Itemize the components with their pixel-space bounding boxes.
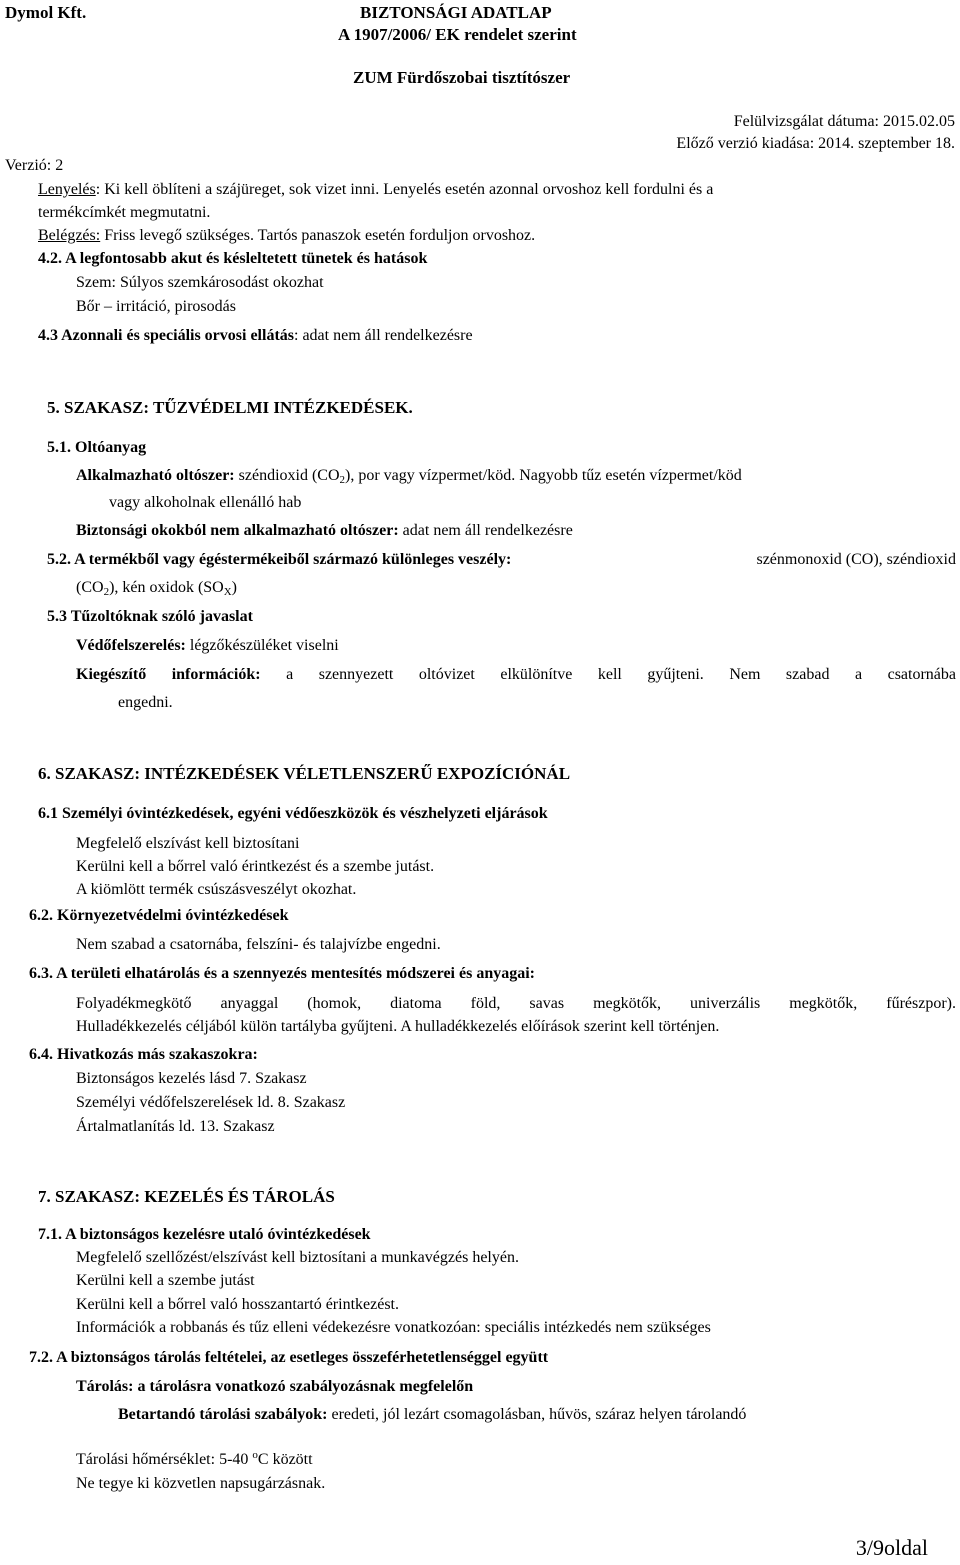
unsuitable-extinguisher-line xyxy=(76,522,573,540)
ppe-line xyxy=(76,637,339,655)
document-title: BIZTONSÁGI ADATLAP xyxy=(360,3,552,22)
section-6-1-line: A kiömlött termék csúszásveszélyt okozhat. xyxy=(76,881,357,898)
extra-info-label: Kiegészítő információk: xyxy=(76,666,261,683)
section-7-2-title: 7.2. A biztonságos tárolás feltételei, az esetleges összeférhetetlenséggel együtt xyxy=(29,1349,549,1366)
section-7-1-line: Információk a robbanás és tűz elleni védekezésre vonatkozóan: speciális intézkedés nem szükséges xyxy=(76,1319,711,1336)
co2-subscript: 2 xyxy=(339,474,346,486)
suitable-extinguisher-text: széndioxid (CO xyxy=(234,467,340,484)
ppe-label: Védőfelszerelés: xyxy=(76,637,186,654)
storage-temperature xyxy=(76,1451,313,1469)
section-6-4-line: Ártalmatlanítás ld. 13. Szakasz xyxy=(76,1118,275,1135)
storage-label: Tárolás: a tárolásra vonatkozó szabályozásnak megfelelőn xyxy=(76,1378,474,1395)
suitable-extinguisher-text-b: ), por vagy vízpermet/köd. xyxy=(345,467,516,484)
storage-rules-line xyxy=(118,1406,746,1424)
revision-date: Felülvizsgálat dátuma: 2015.02.05 xyxy=(733,113,955,130)
section-6-3-line-2: Hulladékkezelés céljából külön tartályba gyűjteni. A hulladékkezelés előírások szerint kell történjen. xyxy=(76,1018,720,1035)
section-4-3-title: 4.3 Azonnali és speciális orvosi ellátás xyxy=(38,327,294,344)
ingestion-line xyxy=(38,181,713,199)
section-6-3-line-1: Folyadékmegkötő anyaggal (homok, diatoma föld, savas megkötők, univerzális megkötők, fűrészpor). xyxy=(76,995,956,1012)
extra-info-text: a szennyezett oltóvizet elkülönítve kell gyűjteni. Nem szabad a csatornába xyxy=(260,666,957,683)
ingestion-text: : Ki kell öblíteni a szájüreget, sok vizet inni. Lenyelés esetén azonnal orvoshoz kell fordulni és a xyxy=(95,181,714,198)
suitable-extinguisher-label: Alkalmazható oltószer: xyxy=(76,467,235,484)
section-7-1-line: Megfelelő szellőzést/elszívást kell biztosítani a munkavégzés helyén. xyxy=(76,1249,519,1266)
suitable-extinguisher-text-c: Nagyobb tűz esetén vízpermet/köd xyxy=(515,467,742,484)
sunlight-warning: Ne tegye ki közvetlen napsugárzásnak. xyxy=(76,1475,326,1492)
section-7-1-line: Kerülni kell a bőrrel való hosszantartó érintkezést. xyxy=(76,1296,399,1313)
section-7-1-title: 7.1. A biztonságos kezelésre utaló óvintézkedések xyxy=(38,1226,371,1243)
unsuitable-extinguisher-text: adat nem áll rendelkezésre xyxy=(398,522,573,539)
suitable-extinguisher-line-2: vagy alkoholnak ellenálló hab xyxy=(109,494,302,511)
co2-text: (CO xyxy=(76,579,104,596)
section-5-2-line-2 xyxy=(76,579,237,597)
inhalation-line xyxy=(38,227,535,245)
section-5-2-line xyxy=(47,551,956,569)
unsuitable-extinguisher-label: Biztonsági okokból nem alkalmazható oltószer: xyxy=(76,522,399,539)
section-6-3-title: 6.3. A területi elhatárolás és a szennyezés mentesítés módszerei és anyagai: xyxy=(29,965,535,982)
section-4-2-title: 4.2. A legfontosabb akut és késleltetett tünetek és hatások xyxy=(38,250,428,267)
section-7-title: 7. SZAKASZ: KEZELÉS ÉS TÁROLÁS xyxy=(38,1187,335,1206)
section-4-3 xyxy=(38,327,473,345)
section-6-1-title: 6.1 Személyi óvintézkedések, egyéni védőeszközök és vészhelyzeti eljárások xyxy=(38,805,548,822)
section-6-1-line: Megfelelő elszívást kell biztosítani xyxy=(76,835,300,852)
extra-info-line-2: engedni. xyxy=(118,694,173,711)
section-4-3-text: : adat nem áll rendelkezésre xyxy=(294,327,473,344)
symptom-eye: Szem: Súlyos szemkárosodást okozhat xyxy=(76,274,324,291)
regulation-reference: A 1907/2006/ EK rendelet szerint xyxy=(338,25,577,44)
storage-rules-text: eredeti, jól lezárt csomagolásban, hűvös, száraz helyen tárolandó xyxy=(327,1406,747,1423)
section-6-2-text: Nem szabad a csatornába, felszíni- és talajvízbe engedni. xyxy=(76,936,441,953)
section-5-2-title: 5.2. A termékből vagy égéstermékeiből származó különleges veszély: xyxy=(47,551,512,568)
product-name: ZUM Fürdőszobai tisztítószer xyxy=(353,68,571,87)
sox-text: ), kén oxidok (SO xyxy=(109,579,224,596)
section-7-1-line: Kerülni kell a szembe jutást xyxy=(76,1272,255,1289)
section-6-4-title: 6.4. Hivatkozás más szakaszokra: xyxy=(29,1046,258,1063)
section-5-2-text: szénmonoxid (CO), széndioxid xyxy=(756,551,956,568)
inhalation-label: Belégzés: xyxy=(38,227,101,244)
page-number: 3/9oldal xyxy=(855,1535,928,1560)
version-label: Verzió: 2 xyxy=(5,157,64,174)
symptom-skin: Bőr – irritáció, pirosodás xyxy=(76,298,236,315)
degree-superscript: o xyxy=(252,1449,258,1461)
sox-close: ) xyxy=(231,579,237,596)
ingestion-line-2: termékcímkét megmutatni. xyxy=(38,204,211,221)
section-6-1-line: Kerülni kell a bőrrel való érintkezést és a szembe jutást. xyxy=(76,858,435,875)
storage-temperature-unit: C között xyxy=(257,1451,313,1468)
section-5-title: 5. SZAKASZ: TŰZVÉDELMI INTÉZKEDÉSEK. xyxy=(47,398,413,417)
ingestion-label: Lenyelés xyxy=(38,181,96,198)
section-5-3-title: 5.3 Tűzoltóknak szóló javaslat xyxy=(47,608,253,625)
section-6-title: 6. SZAKASZ: INTÉZKEDÉSEK VÉLETLENSZERŰ EXPOZÍCIÓNÁL xyxy=(38,764,571,783)
inhalation-text: Friss levegő szükséges. Tartós panaszok esetén forduljon orvoshoz. xyxy=(100,227,536,244)
section-6-4-line: Biztonságos kezelés lásd 7. Szakasz xyxy=(76,1070,307,1087)
company-name: Dymol Kft. xyxy=(5,3,87,22)
storage-temperature-text: Tárolási hőmérséklet: 5-40 xyxy=(76,1451,253,1468)
previous-version: Előző verzió kiadása: 2014. szeptember 18. xyxy=(676,135,955,152)
section-5-1-title: 5.1. Oltóanyag xyxy=(47,439,147,456)
section-6-2-title: 6.2. Környezetvédelmi óvintézkedések xyxy=(29,907,289,924)
co2-subscript-2: 2 xyxy=(103,586,110,598)
ppe-text: légzőkészüléket viselni xyxy=(185,637,339,654)
section-6-4-line: Személyi védőfelszerelések ld. 8. Szakasz xyxy=(76,1094,346,1111)
extra-info-paragraph xyxy=(76,666,956,684)
sox-subscript: X xyxy=(223,586,232,598)
extra-info-line xyxy=(76,666,956,684)
suitable-extinguisher-line xyxy=(76,467,742,485)
storage-rules-label: Betartandó tárolási szabályok: xyxy=(118,1406,328,1423)
